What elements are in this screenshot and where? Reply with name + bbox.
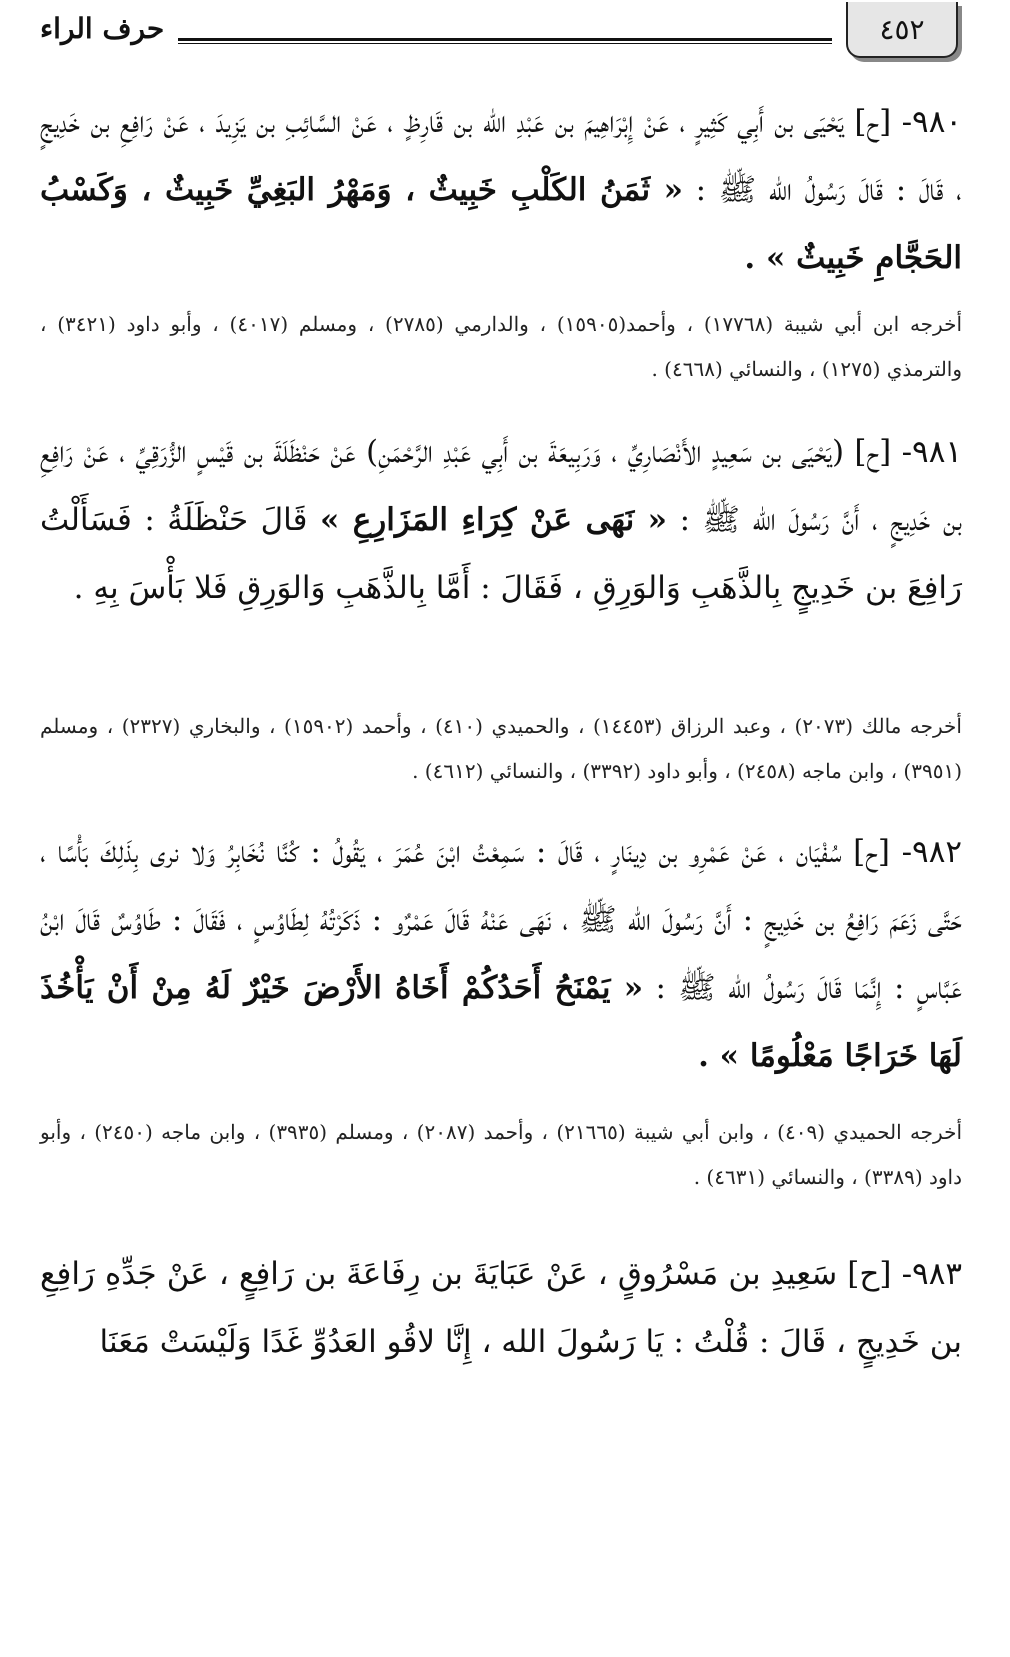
takhrij-text: أخرجه الحميدي (٤٠٩) ، وابن أبي شيبة (٢١٦٦٥) ، وأحمد (٢٠٨٧) ، ومسلم (٣٩٣٥) ، وابن ماجه (٢٤٥٠) ، وأبو داود (٣٣٨٩) ، والنسائي (٤٦٣١) .: [40, 1120, 963, 1189]
hadith-number: ٩٨١: [912, 434, 962, 470]
hadith-matn: « ثَمَنُ الكَلْبِ خَبِيثٌ ، وَمَهْرُ البَغِيِّ خَبِيثٌ ، وَكَسْبُ الحَجَّامِ خَبِيثٌ » .: [40, 172, 962, 276]
hadith-text: [40, 1240, 962, 1376]
hadith-981: [40, 418, 962, 622]
hadith-matn: « يَمْنَحُ أَحَدُكُمْ أَخَاهُ الأَرْضَ خَيْرٌ لَهُ مِنْ أَنْ يَأْخُذَ لَهَا خَرَاجًا مَعْلُومًا » .: [40, 970, 962, 1074]
hadith-number: ٩٨٢: [912, 834, 962, 870]
hadith-text: [40, 818, 962, 1090]
hadith-number: ٩٨٣: [912, 1256, 962, 1292]
chapter-title: حرف الراء: [40, 12, 165, 45]
hadith-982: [40, 818, 962, 1090]
takhrij-981: [40, 704, 962, 794]
hadith-continuation: قَالَ حَنْظَلَةُ : فَسَأَلْتُ رَافِعَ بن خَدِيجٍ بِالذَّهَبِ وَالوَرِقِ ، فَقَالَ : أَمَّا بِالذَّهَبِ وَالوَرِقِ فَلا بَأْسَ بِهِ .: [40, 502, 962, 606]
takhrij-982: [40, 1110, 962, 1200]
takhrij-text: أخرجه ابن أبي شيبة (١٧٧٦٨) ، وأحمد(١٥٩٠٥) ، والدارمي (٢٧٨٥) ، ومسلم (٤٠١٧) ، وأبو داود (٣٤٢١) ، والترمذي (١٢٧٥) ، والنسائي (٤٦٦٨) .: [40, 312, 962, 381]
header-rule: [178, 38, 832, 44]
page-number: ٤٥٢: [846, 2, 958, 58]
hadith-isnad: - [ح] سُفْيَان ، عَنْ عَمْرِو بن دِينَارٍ ، قَالَ : سَمِعْتُ ابْنَ عُمَرَ ، يَقُولُ : كُنَّا نُخَابِرُ وَلا نرى بِذَلِكَ بَأْسًا ، حَتَّى زَعَمَ رَافِعُ بن خَدِيجٍ : أَنَّ رَسُولَ الله ﷺ ، نَهَى عَنْهُ قَالَ عَمْرٌو : ذَكَرْتُهُ لِطَاوُسٍ ، فَقَالَ : طَاوُسٌ قَالَ ابْنُ عَبَّاسٍ : إِنَّمَا قَالَ رَسُولُ الله ﷺ :: [40, 834, 963, 1006]
hadith-isnad: - [ح] سَعِيدِ بن مَسْرُوقٍ ، عَنْ عَبَايَةَ بن رِفَاعَةَ بن رَافِعٍ ، عَنْ جَدِّهِ رَافِعِ بن خَدِيجٍ ، قَالَ : قُلْتُ : يَا رَسُولَ الله ، إِنَّا لاقُو العَدُوِّ غَدًا وَلَيْسَتْ مَعَنَا: [40, 1256, 962, 1360]
takhrij-text: أخرجه مالك (٢٠٧٣) ، وعبد الرزاق (١٤٤٥٣) ، والحميدي (٤١٠) ، وأحمد (١٥٩٠٢) ، والبخاري (٢٣٢٧) ، ومسلم (٣٩٥١) ، وابن ماجه (٢٤٥٨) ، وأبو داود (٣٣٩٢) ، والنسائي (٤٦١٢) .: [40, 714, 962, 783]
hadith-number: ٩٨٠: [912, 104, 962, 140]
hadith-text: [40, 88, 962, 292]
hadith-983: [40, 1240, 962, 1376]
hadith-matn: « نَهَى عَنْ كِرَاءِ المَزَارِعِ »: [319, 502, 668, 538]
hadith-isnad: - [ح] (يَحْيَى بن سَعِيدٍ الأَنْصَارِيِّ ، وَرَبِيعَةَ بن أَبِي عَبْدِ الرَّحْمَنِ) عَنْ حَنْظَلَةَ بن قَيْسٍ الزُّرَقِيِّ ، عَنْ رَافِعِ بن خَدِيجٍ ، أَنَّ رَسُولَ الله ﷺ :: [40, 434, 963, 538]
takhrij-980: [40, 302, 962, 392]
hadith-980: [40, 88, 962, 292]
hadith-isnad: - [ح] يَحْيَى بن أَبِي كَثِيرٍ ، عَنْ إِبْرَاهِيمَ بن عَبْدِ الله بن قَارِظٍ ، عَنْ السَّائِبِ بن يَزِيدَ ، عَنْ رَافِعِ بن خَدِيجٍ ، قَالَ : قَالَ رَسُولُ الله ﷺ :: [40, 104, 962, 208]
hadith-text: [40, 418, 962, 622]
